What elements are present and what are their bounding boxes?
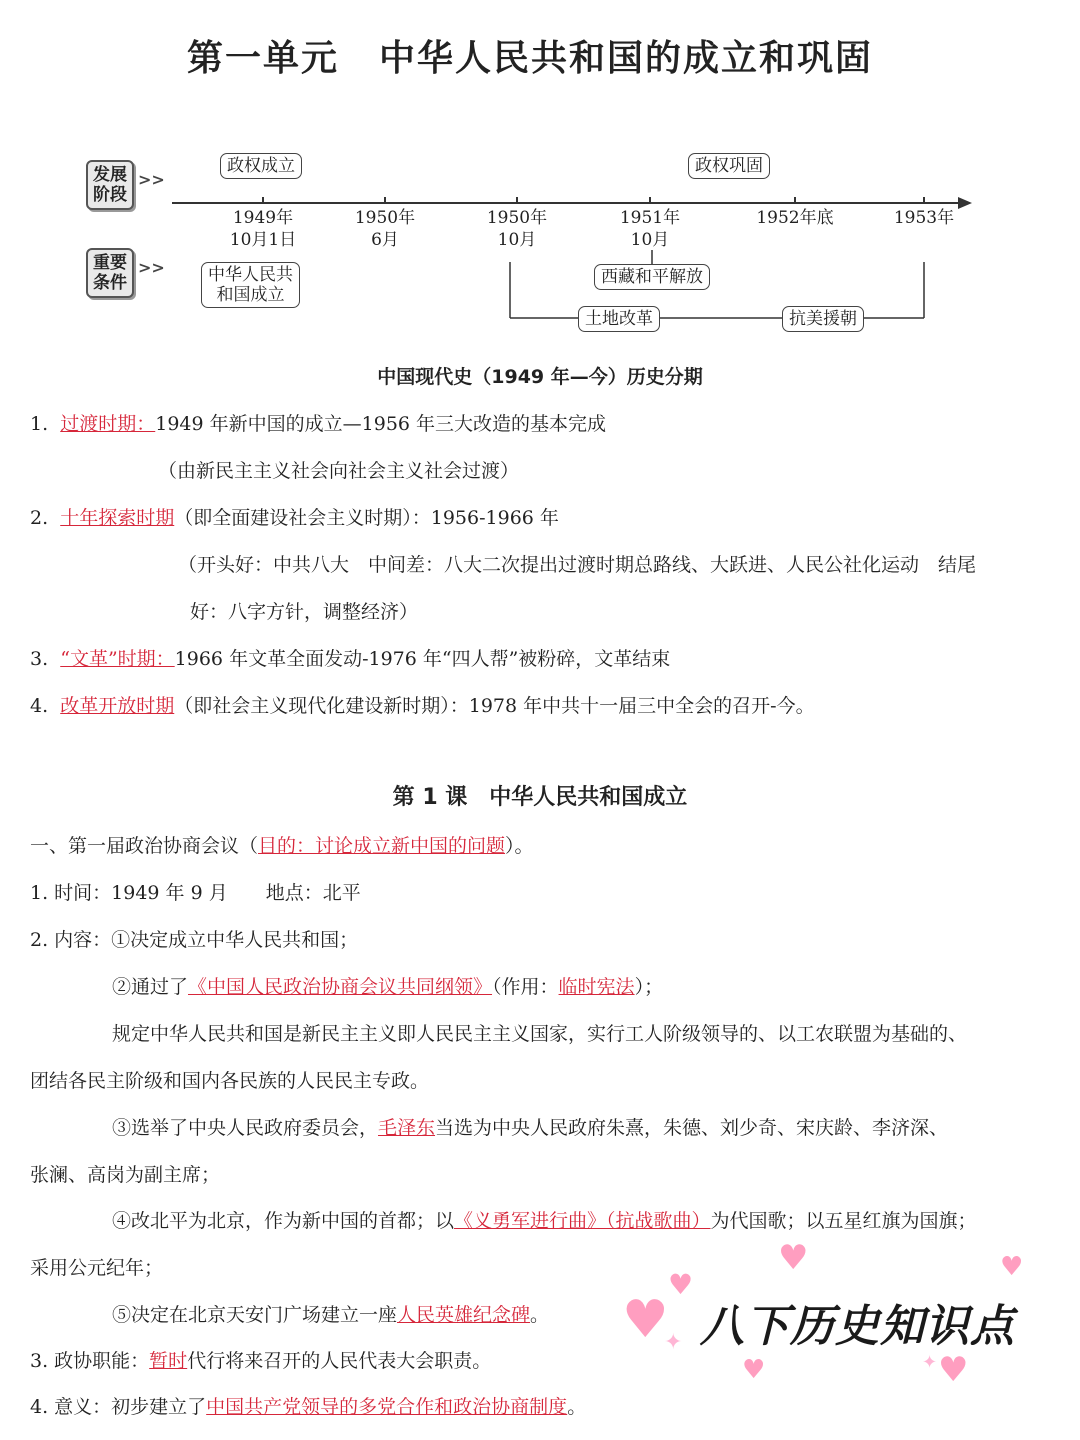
significance-post: 。 — [567, 1396, 587, 1418]
year-label — [879, 207, 969, 229]
sticker-caption: 八下历史知识点 — [700, 1301, 1015, 1352]
heart-icon: ♥ — [742, 1355, 766, 1385]
period-2 — [30, 503, 559, 530]
year-label-a: 1950年 — [486, 208, 548, 228]
content-5-pre: ⑤决定在北京天安门广场建立一座 — [112, 1304, 398, 1326]
period-1 — [30, 409, 606, 436]
content-5-post: 。 — [530, 1304, 550, 1326]
period-1-note: （由新民主主义社会向社会主义社会过渡） — [158, 460, 520, 482]
multi-party-system: 中国共产党领导的多党合作和政治协商制度 — [206, 1396, 568, 1418]
content-3-body: 张澜、高岗为副主席； — [30, 1164, 221, 1186]
year-label-a: 1952年底 — [756, 208, 834, 228]
year-label-a: 1951年 — [619, 208, 681, 228]
content-4-post: 为代国歌；以五星红旗为国旗； — [710, 1210, 977, 1232]
content-2-body-1: 规定中华人民共和国是新民主主义即人民民主主义国家，实行工人阶级领导的、以工农联盟为基础的、 — [112, 1023, 968, 1045]
phase-label-line2: 阶段 — [93, 185, 127, 205]
period-num: 2. — [30, 507, 49, 529]
year-label-a: 1949年 — [232, 208, 294, 228]
content-3-pre: ③选举了中央人民政府委员会， — [112, 1117, 379, 1139]
period-num: 4. — [30, 695, 49, 717]
common-program: 《中国人民政治协商会议共同纲领》 — [188, 976, 493, 998]
chevron-right-icon: >> — [138, 258, 165, 277]
phase-label-line1: 发展 — [93, 165, 127, 185]
period-3 — [30, 644, 670, 671]
event-founding-box — [201, 262, 300, 308]
section-1-pre: 一、第一届政治协商会议（ — [30, 835, 259, 857]
event-founding-line1: 中华人民共 — [208, 265, 293, 285]
function-post: 代行将来召开的人民代表大会职责。 — [187, 1350, 492, 1372]
section-1-post: ）。 — [505, 835, 534, 857]
sparkle-icon: ✦ — [922, 1352, 938, 1373]
function-pre: 3. 政协职能： — [30, 1350, 150, 1372]
heart-icon: ♥ — [938, 1350, 969, 1390]
year-label — [218, 207, 308, 251]
content-2 — [112, 972, 663, 999]
time-place: 1. 时间：1949 年 9 月 地点：北平 — [30, 882, 361, 904]
section-1 — [30, 831, 534, 858]
period-2-note-2: 好：八字方针，调整经济） — [190, 601, 419, 623]
year-label — [340, 207, 430, 251]
section-1-purpose: 目的：讨论成立新中国的问题 — [258, 835, 506, 857]
period-num: 1. — [30, 413, 49, 435]
condition-label-line1: 重要 — [93, 253, 127, 273]
sparkle-icon: ✦ — [664, 1330, 683, 1355]
content-2-mid: （作用： — [492, 976, 559, 998]
event-tibet-box: 西藏和平解放 — [594, 264, 710, 290]
heart-icon: ♥ — [668, 1268, 694, 1301]
period-label: 十年探索时期 — [60, 507, 175, 529]
period-text: （即全面建设社会主义时期）：1956-1966 年 — [174, 507, 559, 529]
content-4-body: 采用公元纪年； — [30, 1257, 164, 1279]
period-4 — [30, 691, 815, 718]
phase-consolidation-box: 政权巩固 — [688, 153, 770, 179]
event-founding-line2: 和国成立 — [216, 285, 285, 305]
content-5 — [112, 1300, 549, 1327]
chevron-right-icon: >> — [138, 170, 165, 189]
lesson-heading: 第 1 课 中华人民共和国成立 — [392, 785, 688, 810]
phase-label — [86, 160, 134, 210]
year-label-b: 6月 — [371, 230, 399, 250]
period-text: 1949 年新中国的成立—1956 年三大改造的基本完成 — [155, 413, 607, 435]
content-4-pre: ④改北平为北京，作为新中国的首都；以 — [112, 1210, 455, 1232]
event-land-reform-box: 土地改革 — [578, 306, 660, 332]
heart-icon: ♥ — [1000, 1252, 1024, 1282]
year-label — [750, 207, 840, 229]
year-label-a: 1950年 — [354, 208, 416, 228]
content-4 — [112, 1206, 977, 1233]
content-2-pre: ②通过了 — [112, 976, 189, 998]
unit-label: 第一单元 — [186, 38, 339, 79]
significance — [30, 1392, 586, 1419]
period-label: “文革”时期： — [60, 648, 175, 670]
period-text: （即社会主义现代化建设新时期）：1978 年中共十一届三中全会的召开-今。 — [174, 695, 815, 717]
content-3 — [112, 1113, 948, 1140]
heart-icon: ♥ — [622, 1290, 669, 1350]
national-anthem: 《义勇军进行曲》（抗战歌曲） — [454, 1210, 711, 1232]
period-num: 3. — [30, 648, 49, 670]
content-2-body-2: 团结各民主阶级和国内各民族的人民民主专政。 — [30, 1070, 430, 1092]
year-label-b: 10月 — [630, 230, 670, 250]
mao-zedong: 毛泽东 — [378, 1117, 436, 1139]
period-label: 改革开放时期 — [60, 695, 175, 717]
year-label — [605, 207, 695, 251]
content-1: 2. 内容：①决定成立中华人民共和国； — [30, 929, 359, 951]
year-label-b: 10月1日 — [229, 230, 297, 250]
event-korea-box: 抗美援朝 — [782, 306, 864, 332]
period-text: 1966 年文革全面发动-1976 年“四人帮”被粉碎，文革结束 — [174, 648, 671, 670]
year-label — [472, 207, 562, 251]
significance-pre: 4. 意义：初步建立了 — [30, 1396, 207, 1418]
period-2-note-1: （开头好：中共八大 中间差：八大二次提出过渡时期总路线、大跃进、人民公社化运动 结尾 — [178, 554, 977, 576]
unit-name: 中华人民共和国的成立和巩固 — [379, 38, 874, 79]
periods-heading: 中国现代史（1949 年—今）历史分期 — [377, 366, 703, 388]
condition-label-line2: 条件 — [93, 273, 127, 293]
phase-founding-box: 政权成立 — [220, 153, 302, 179]
content-3-post: 当选为中央人民政府朱熹，朱德、刘少奇、宋庆龄、李济深、 — [435, 1117, 949, 1139]
provisional-constitution: 临时宪法 — [558, 976, 635, 998]
period-label: 过渡时期： — [60, 413, 156, 435]
cppcc-function — [30, 1346, 491, 1373]
condition-label — [86, 248, 134, 298]
monument: 人民英雄纪念碑 — [397, 1304, 531, 1326]
function-temporary: 暂时 — [149, 1350, 188, 1372]
content-2-post: ）； — [634, 976, 664, 998]
year-label-b: 10月 — [497, 230, 537, 250]
heart-icon: ♥ — [778, 1238, 809, 1278]
year-label-a: 1953年 — [893, 208, 955, 228]
